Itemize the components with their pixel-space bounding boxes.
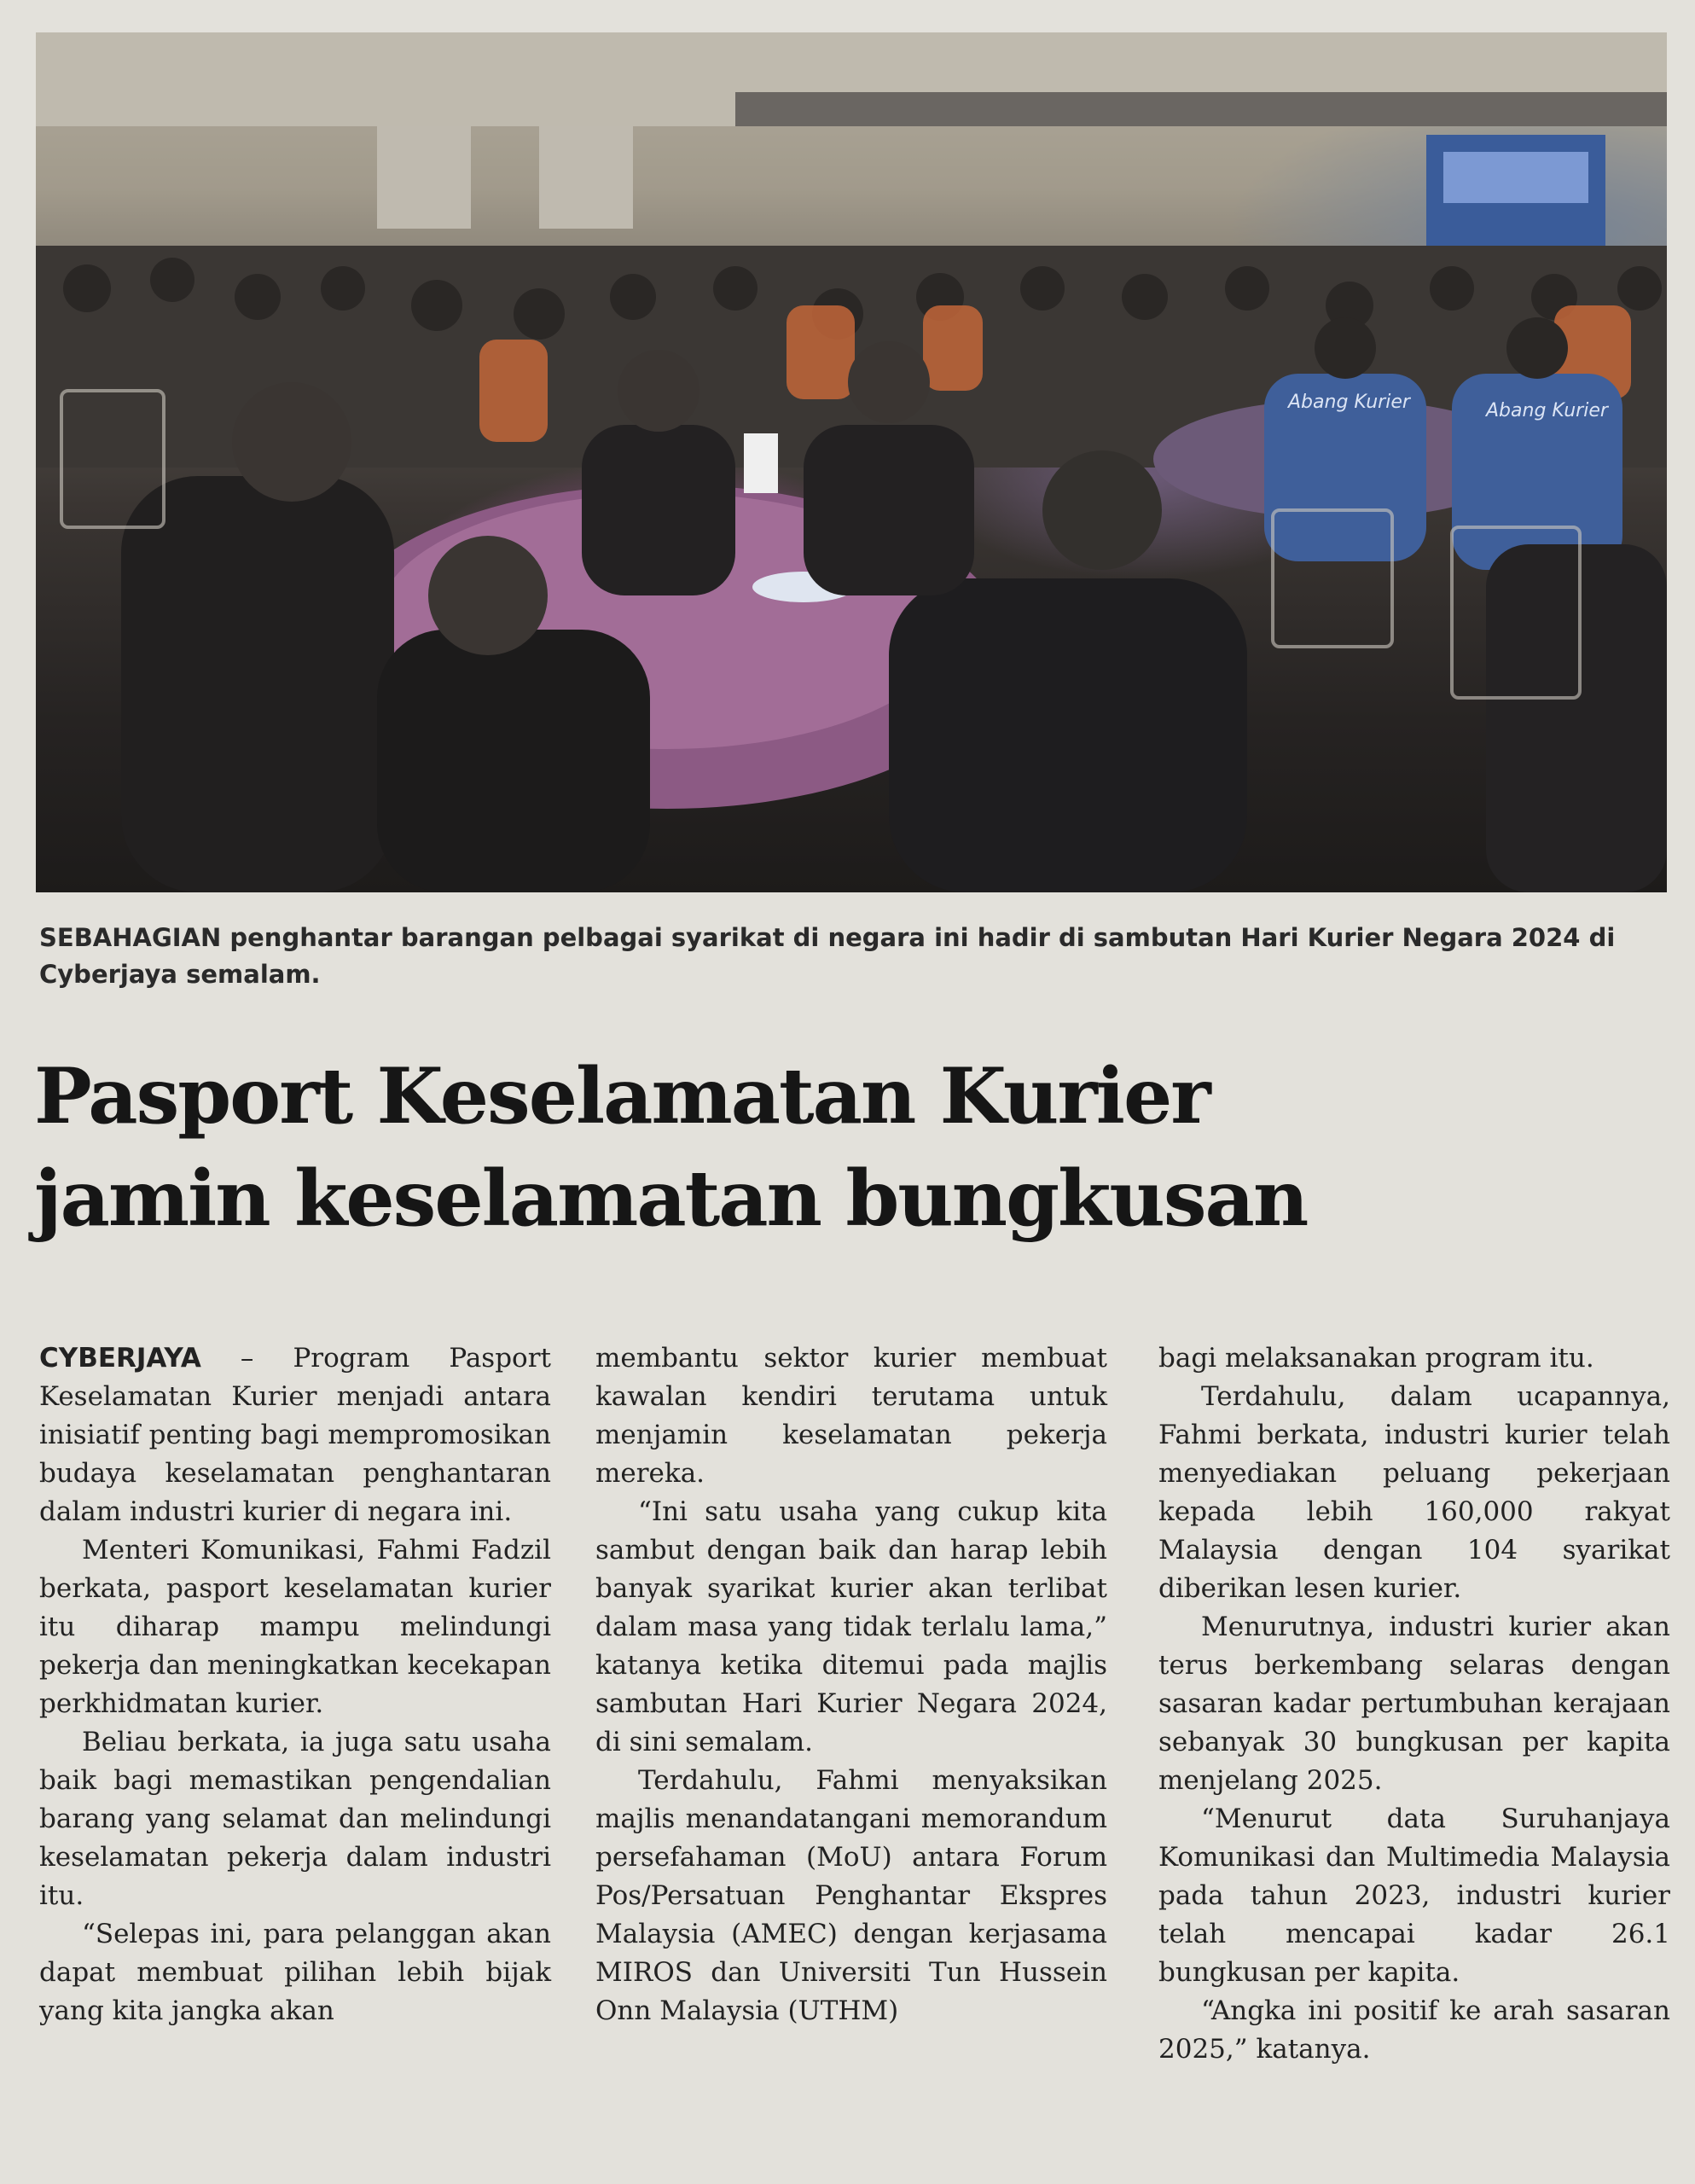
jersey-text-1: Abang Kurier	[1288, 392, 1410, 413]
paragraph: “Angka ini positif ke arah sasaran 2025,” katanya.	[1158, 1995, 1670, 2065]
paragraph: Beliau berkata, ia juga satu usaha baik bagi memastikan pengendalian barang yang selamat dan melindungi keselamatan pekerja dalam industri itu.	[39, 1727, 551, 1911]
headline	[34, 1045, 1655, 1250]
caption-text: penghantar barangan pelbagai syarikat di negara ini hadir di sambutan Hari Kurier Negara 2024 di Cyberjaya semalam.	[39, 923, 1616, 989]
paragraph: membantu sektor kurier membuat kawalan kendiri terutama untuk menjamin keselamatan pekerja mereka.	[595, 1343, 1107, 1489]
caption-lead: SEBAHAGIAN	[39, 923, 222, 952]
headline-line-1: Pasport Keselamatan Kurier	[34, 1051, 1210, 1141]
news-photo	[36, 32, 1667, 892]
paragraph: Terdahulu, dalam ucapannya, Fahmi berkata, industri kurier telah menyediakan peluang pekerjaan kepada lebih 160,000 rakyat Malaysia dengan 104 syarikat diberikan lesen kurier.	[1158, 1381, 1670, 1604]
paragraph: Menurutnya, industri kurier akan terus berkembang selaras dengan sasaran kadar pertumbuhan kerajaan sebanyak 30 bungkusan per kapita menjelang 2025.	[1158, 1612, 1670, 1796]
paragraph: “Ini satu usaha yang cukup kita sambut dengan baik dan harap lebih banyak syarikat kurier akan terlibat dalam masa yang tidak terlalu lama,” katanya ketika ditemui pada majlis sambutan Hari Kurier Negara 2024, di sini semalam.	[595, 1496, 1107, 1757]
jersey-text-2: Abang Kurier	[1486, 400, 1608, 421]
paragraph: Terdahulu, Fahmi menyaksikan majlis menandatangani memorandum persefahaman (MoU) antara Forum Pos/Persatuan Penghantar Ekspres Malaysia (AMEC) dengan kerjasama MIROS dan Universiti Tun Hussein Onn Malaysia (UTHM)	[595, 1765, 1107, 2026]
crowd-illustration	[36, 32, 1667, 892]
article-column-1	[39, 1339, 551, 2030]
article-column-2	[595, 1339, 1107, 2030]
article-column-3	[1158, 1339, 1670, 2069]
paragraph: “Menurut data Suruhanjaya Komunikasi dan Multimedia Malaysia pada tahun 2023, industri kurier telah mencapai kadar 26.1 bungkusan per kapita.	[1158, 1804, 1670, 1988]
photo-caption	[39, 920, 1660, 993]
paragraph-text: – Program Pasport Keselamatan Kurier menjadi antara inisiatif penting bagi mempromosikan budaya keselamatan penghantaran dalam industri kurier di negara ini.	[39, 1343, 551, 1527]
dateline: CYBERJAYA	[39, 1343, 201, 1374]
paragraph: “Selepas ini, para pelanggan akan dapat membuat pilihan lebih bijak yang kita jangka akan	[39, 1919, 551, 2026]
paragraph	[39, 1339, 551, 1531]
headline-line-2: jamin keselamatan bungkusan	[34, 1153, 1308, 1244]
paragraph: bagi melaksanakan program itu.	[1158, 1343, 1594, 1374]
paragraph: Menteri Komunikasi, Fahmi Fadzil berkata, pasport keselamatan kurier itu diharap mampu melindungi pekerja dan meningkatkan kecekapan perkhidmatan kurier.	[39, 1535, 551, 1719]
